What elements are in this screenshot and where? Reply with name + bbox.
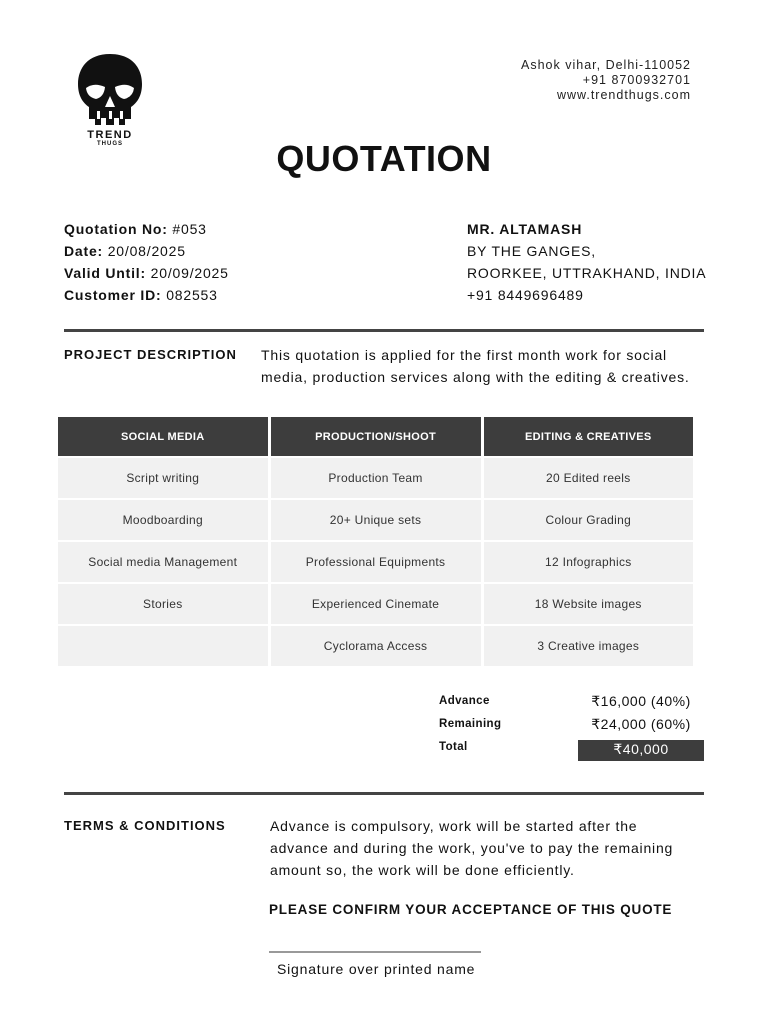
column-header-social-media: SOCIAL MEDIA	[58, 417, 268, 456]
table-cell: 20+ Unique sets	[271, 500, 481, 540]
table-row	[58, 584, 693, 624]
table-cell: Production Team	[271, 458, 481, 498]
table-row	[58, 458, 693, 498]
advance-label: Advance	[439, 695, 490, 707]
customer-id: 082553	[166, 287, 218, 303]
company-website[interactable]: www.trendthugs.com	[556, 88, 691, 102]
project-description-label: PROJECT DESCRIPTION	[64, 347, 237, 362]
company-phone: +91 8700932701	[582, 73, 691, 87]
column-header-production: PRODUCTION/SHOOT	[271, 417, 481, 456]
total-label: Total	[439, 741, 468, 753]
table-cell: Cyclorama Access	[271, 626, 481, 666]
quote-date-label: Date:	[64, 243, 104, 259]
table-cell: Colour Grading	[484, 500, 693, 540]
customer-address-line1: BY THE GANGES,	[467, 243, 596, 259]
quote-date-row	[64, 240, 229, 262]
quote-valid-row	[64, 262, 229, 284]
quote-valid-label: Valid Until:	[64, 265, 146, 281]
advance-amount: ₹16,000 (40%)	[591, 693, 691, 709]
table-cell: 12 Infographics	[484, 542, 693, 582]
quote-date: 20/08/2025	[107, 243, 186, 259]
project-description-text: This quotation is applied for the first month work for social media, production services along with the editing & creatives.	[261, 347, 690, 385]
table-cell	[58, 626, 268, 666]
table-row	[58, 626, 693, 666]
quote-number: #053	[172, 221, 207, 237]
brand-subname: THUGS	[97, 141, 123, 147]
total-amount: ₹40,000	[613, 741, 669, 757]
customer-name: MR. ALTAMASH	[467, 221, 583, 237]
skull-icon	[74, 52, 146, 128]
table-cell: 3 Creative images	[484, 626, 693, 666]
table-row	[58, 542, 693, 582]
table-cell: Experienced Cinemate	[271, 584, 481, 624]
terms-text: Advance is compulsory, work will be started after the advance and during the work, you've to pay the remaining amount so, the work will be done efficiently.	[270, 818, 674, 878]
quote-number-row	[64, 218, 229, 240]
remaining-amount: ₹24,000 (60%)	[591, 716, 691, 732]
page-title: QUOTATION	[276, 138, 492, 179]
table-row	[58, 500, 693, 540]
table-cell: Moodboarding	[58, 500, 268, 540]
table-cell: Stories	[58, 584, 268, 624]
customer-phone: +91 8449696489	[467, 287, 584, 303]
brand-logo	[74, 52, 146, 152]
brand-name: TREND	[87, 129, 133, 141]
customer-address-line2: ROORKEE, UTTRAKHAND, INDIA	[467, 265, 707, 281]
customer-id-row	[64, 284, 229, 306]
services-table	[55, 415, 696, 668]
confirm-acceptance-text: PLEASE CONFIRM YOUR ACCEPTANCE OF THIS QUOTE	[269, 902, 673, 917]
remaining-label: Remaining	[439, 718, 502, 730]
company-address: Ashok vihar, Delhi-110052	[521, 58, 691, 72]
table-cell: Social media Management	[58, 542, 268, 582]
customer-info	[467, 218, 706, 306]
company-contact	[521, 58, 691, 103]
quote-valid: 20/09/2025	[150, 265, 229, 281]
table-cell: 18 Website images	[484, 584, 693, 624]
signature-line	[269, 951, 481, 953]
table-cell: Script writing	[58, 458, 268, 498]
divider	[64, 329, 704, 332]
table-cell: Professional Equipments	[271, 542, 481, 582]
column-header-editing: EDITING & CREATIVES	[484, 417, 693, 456]
quote-number-label: Quotation No:	[64, 221, 168, 237]
table-cell: 20 Edited reels	[484, 458, 693, 498]
quote-info	[64, 218, 229, 306]
divider	[64, 792, 704, 795]
signature-label: Signature over printed name	[277, 961, 476, 977]
customer-id-label: Customer ID:	[64, 287, 162, 303]
table-header-row	[58, 417, 693, 456]
terms-label: TERMS & CONDITIONS	[64, 818, 226, 833]
